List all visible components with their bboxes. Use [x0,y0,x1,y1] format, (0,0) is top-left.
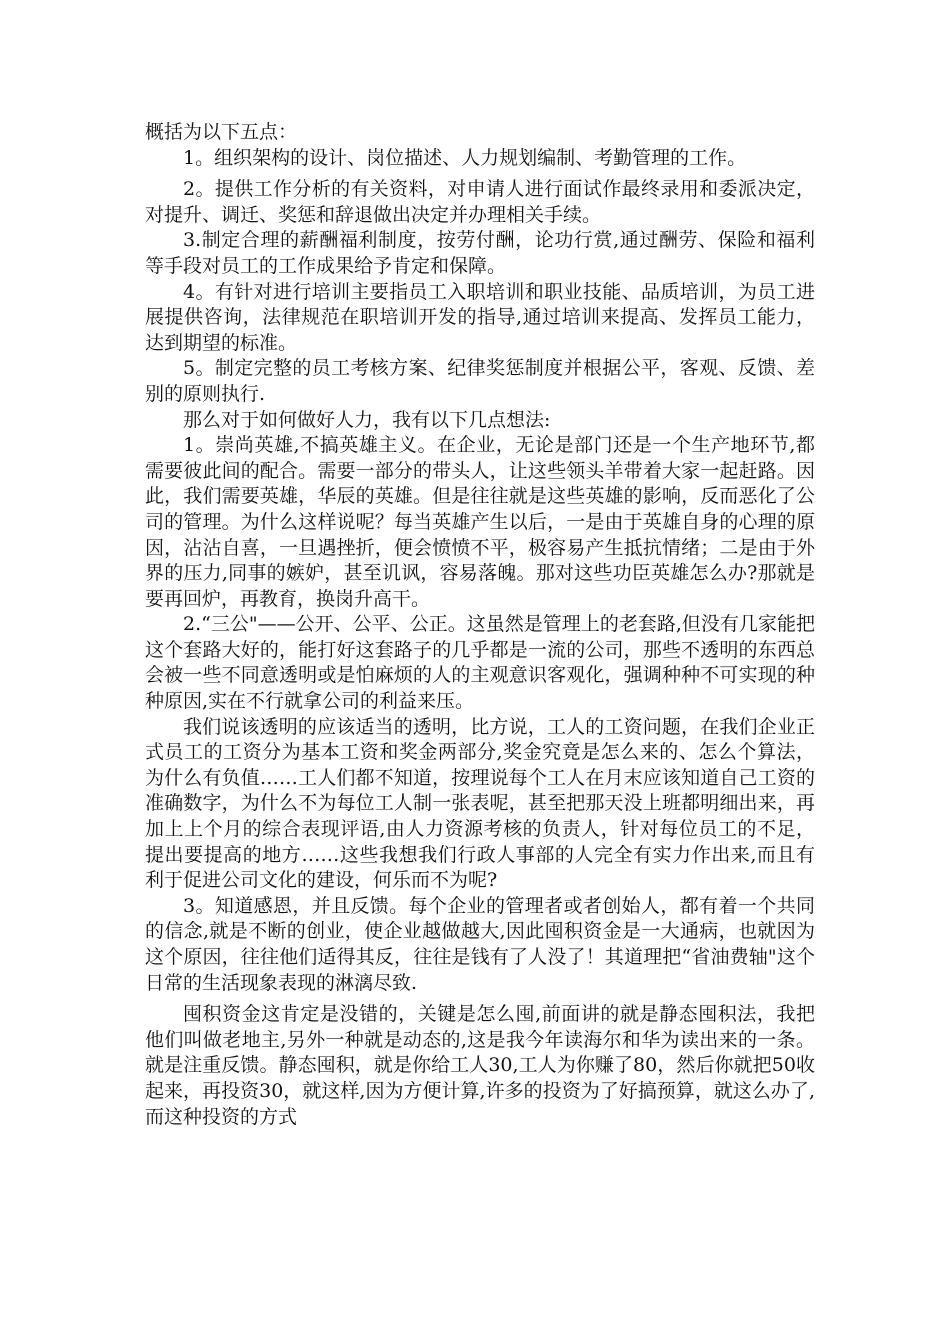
paragraph-duty-4: 4。有针对进行培训主要指员工入职培训和职业技能、品质培训，为员工进展提供咨询，法律规范在职培训开发的指导,通过培训来提高、发挥员工能力，达到期望的标准。 [145,280,815,354]
paragraph-transparency: 我们说该透明的应该适当的透明，比方说，工人的工资问题，在我们企业正式员工的工资分为基本工资和奖金两部分,奖金究竟是怎么来的、怎么个算法，为什么有负值……工人们都不知道，按理说每个工人在月末应该知道自己工资的准确数字，为什么不为每位工人制一张表呢，甚至把那天没上班都明细出来，再加上上个月的综合表现评语,由人力资源考核的负责人，针对每位员工的不足，提出要提高的地方……这些我想我们行政人事部的人完全有实力作出来,而且有利于促进公司文化的建设，何乐而不为呢? [145,715,815,892]
paragraph-duty-5: 5。制定完整的员工考核方案、纪律奖惩制度并根据公平，客观、反馈、差别的原则执行. [145,357,815,405]
paragraph-intro: 概括为以下五点： [145,121,298,143]
paragraph-duty-2: 2。提供工作分析的有关资料，对申请人进行面试作最终录用和委派决定，对提升、调迁、奖惩和辞退做出决定并办理相关手续。 [145,178,815,226]
paragraph-idea-2: 2.“三公"——公开、公平、公正。这虽然是管理上的老套路,但没有几家能把这个套路大好的，能打好这套路子的几乎都是一流的公司，那些不透明的东西总会被一些不同意透明或是怕麻烦的人的主观意识客观化，强调种种不可实现的种种原因,实在不行就拿公司的利益来压。 [145,613,815,713]
paragraph-ideas-intro: 那么对于如何做好人力，我有以下几点想法: [183,408,551,431]
paragraph-idea-1: 1。崇尚英雄,不搞英雄主义。在企业，无论是部门还是一个生产地环节,都需要彼此间的配合。需要一部分的带头人，让这些领头羊带着大家一起赶路。因此，我们需要英雄，华辰的英雄。但是往往就是这些英雄的影响，反而恶化了公司的管理。为什么这样说呢？每当英雄产生以后，一是由于英雄自身的心理的原因，沾沾自喜，一旦遇挫折，便会愤愤不平，极容易产生抵抗情绪；二是由于外界的压力,同事的嫉妒，甚至讥讽，容易落魄。那对这些功臣英雄怎么办?那就是要再回炉，再教育，换岗升高干。 [145,434,815,610]
paragraph-duty-1: 1。组织架构的设计、岗位描述、人力规划编制、考勤管理的工作。 [183,146,747,169]
document-body [145,120,815,1130]
paragraph-idea-3: 3。知道感恩，并且反馈。每个企业的管理者或者创始人，都有着一个共同的信念,就是不断的创业，使企业越做越大,因此囤积资金是一大通病，也就因为这个原因，往往他们适得其反，往往是钱有了人没了！其道理把“省油费轴"这个日常的生活现象表现的淋漓尽致. [145,894,815,994]
paragraph-duty-3: 3.制定合理的薪酬福利制度，按劳付酬，论功行赏,通过酬劳、保险和福利等手段对员工的工作成果给予肯定和保障。 [145,229,815,277]
paragraph-capital: 囤积资金这肯定是没错的，关键是怎么囤,前面讲的就是静态囤积法，我把他们叫做老地主,另外一种就是动态的,这是我今年读海尔和华为读出来的一条。就是注重反馈。静态囤积，就是你给工人30,工人为你赚了80，然后你就把50收起来，再投资30，就这样,因为方便计算,许多的投资为了好搞预算，就这么办了,而这种投资的方式 [145,1003,815,1128]
